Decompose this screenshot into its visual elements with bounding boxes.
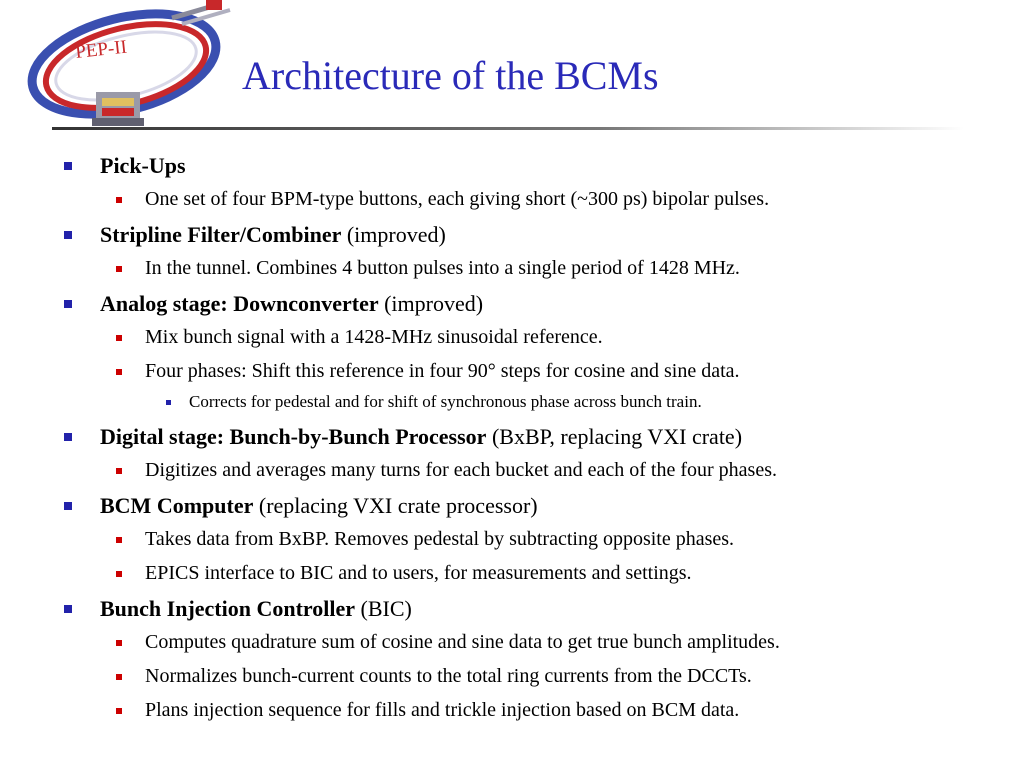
list-item: One set of four BPM-type buttons, each giving short (~300 ps) bipolar pulses.	[0, 185, 1024, 213]
list-item: Corrects for pedestal and for shift of synchronous phase across bunch train.	[0, 391, 1024, 413]
square-bullet-icon	[116, 674, 122, 680]
square-bullet-icon	[116, 468, 122, 474]
square-bullet-icon	[64, 162, 72, 170]
list-item: Mix bunch signal with a 1428-MHz sinusoidal reference.	[0, 323, 1024, 351]
list-item: Normalizes bunch-current counts to the total ring currents from the DCCTs.	[0, 662, 1024, 690]
square-bullet-icon	[64, 605, 72, 613]
square-bullet-icon	[64, 231, 72, 239]
list-item: Analog stage: Downconverter (improved)	[0, 288, 1024, 319]
list-item: Computes quadrature sum of cosine and sine data to get true bunch amplitudes.	[0, 628, 1024, 656]
list-item: Pick-Ups	[0, 150, 1024, 181]
bullet-list	[0, 150, 1024, 730]
title-rule	[52, 127, 964, 133]
list-item: Digitizes and averages many turns for each bucket and each of the four phases.	[0, 456, 1024, 484]
list-item: Plans injection sequence for fills and trickle injection based on BCM data.	[0, 696, 1024, 724]
square-bullet-icon	[116, 571, 122, 577]
list-item: In the tunnel. Combines 4 button pulses into a single period of 1428 MHz.	[0, 254, 1024, 282]
list-item: Stripline Filter/Combiner (improved)	[0, 219, 1024, 250]
list-item: Four phases: Shift this reference in four 90° steps for cosine and sine data.	[0, 357, 1024, 385]
square-bullet-icon	[116, 197, 122, 203]
square-bullet-icon	[116, 708, 122, 714]
square-bullet-icon	[116, 266, 122, 272]
slide-title: Architecture of the BCMs	[242, 53, 659, 98]
list-item: EPICS interface to BIC and to users, for measurements and settings.	[0, 559, 1024, 587]
list-item: Bunch Injection Controller (BIC)	[0, 593, 1024, 624]
pep-ii-logo	[22, 0, 242, 128]
list-item: Takes data from BxBP. Removes pedestal by subtracting opposite phases.	[0, 525, 1024, 553]
square-bullet-icon	[166, 400, 171, 405]
square-bullet-icon	[64, 300, 72, 308]
square-bullet-icon	[116, 369, 122, 375]
list-item: Digital stage: Bunch-by-Bunch Processor (BxBP, replacing VXI crate)	[0, 421, 1024, 452]
logo-text: PEP-II	[74, 36, 128, 63]
square-bullet-icon	[64, 502, 72, 510]
square-bullet-icon	[116, 537, 122, 543]
list-item: BCM Computer (replacing VXI crate processor)	[0, 490, 1024, 521]
square-bullet-icon	[64, 433, 72, 441]
square-bullet-icon	[116, 335, 122, 341]
square-bullet-icon	[116, 640, 122, 646]
